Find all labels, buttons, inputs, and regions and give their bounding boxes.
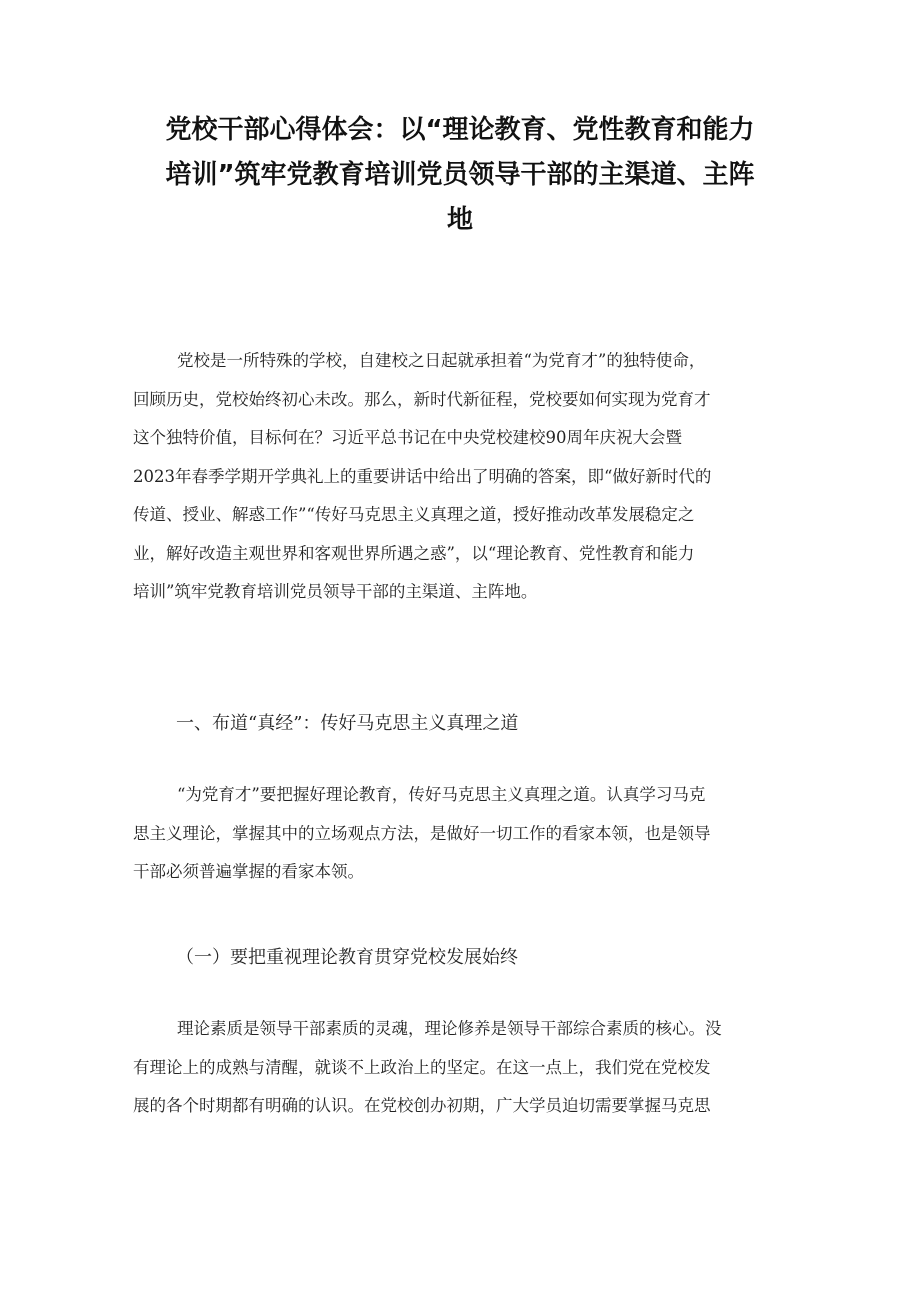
- intro-paragraph: [133, 342, 793, 612]
- section-paragraph: [133, 776, 793, 892]
- title-line: 地: [446, 205, 473, 235]
- paragraph-line: 展的各个时期都有明确的认识。在党校创办初期，广大学员迫切需要掌握马克思: [133, 1096, 711, 1115]
- paragraph-line: 2023年春季学期开学典礼上的重要讲话中给出了明确的答案，即“做好新时代的: [133, 466, 712, 486]
- subsection-heading: （一）要把重视理论教育贯穿党校发展始终: [176, 947, 518, 968]
- title-line: 培训”筑牢党教育培训党员领导干部的主渠道、主阵: [165, 160, 755, 190]
- paragraph-line: 党校是一所特殊的学校，自建校之日起就承担着“为党育才”的独特使命，: [177, 351, 706, 370]
- paragraph-line: 有理论上的成熟与清醒，就谈不上政治上的坚定。在这一点上，我们党在党校发: [133, 1057, 711, 1077]
- paragraph-line: 干部必须普遍掌握的看家本领。: [133, 862, 364, 881]
- paragraph-line: 传道、授业、解惑工作”“传好马克思主义真理之道，授好推动改革发展稳定之: [133, 505, 695, 524]
- title-line: 党校干部心得体会：以“理论教育、党性教育和能力: [165, 115, 755, 145]
- document-title: [120, 108, 800, 243]
- paragraph-line: 理论素质是领导干部素质的灵魂，理论修养是领导干部综合素质的核心。没: [177, 1019, 722, 1038]
- section-heading: 一、布道“真经”：传好马克思主义真理之道: [176, 713, 519, 734]
- paragraph-line: 这个独特价值，目标何在？习近平总书记在中央党校建校90周年庆祝大会暨: [133, 428, 682, 447]
- paragraph-line: 回顾历史，党校始终初心未改。那么，新时代新征程，党校要如何实现为党育才: [133, 389, 711, 409]
- paragraph-line: 培训”筑牢党教育培训党员领导干部的主渠道、主阵地。: [133, 582, 538, 601]
- paragraph-line: 思主义理论，掌握其中的立场观点方法，是做好一切工作的看家本领，也是领导: [133, 823, 711, 843]
- subsection-paragraph: [133, 1010, 793, 1126]
- paragraph-line: 业，解好改造主观世界和客观世界所遇之惑”，以“理论教育、党性教育和能力: [133, 543, 695, 563]
- paragraph-line: “为党育才”要把握好理论教育，传好马克思主义真理之道。认真学习马克: [177, 785, 706, 804]
